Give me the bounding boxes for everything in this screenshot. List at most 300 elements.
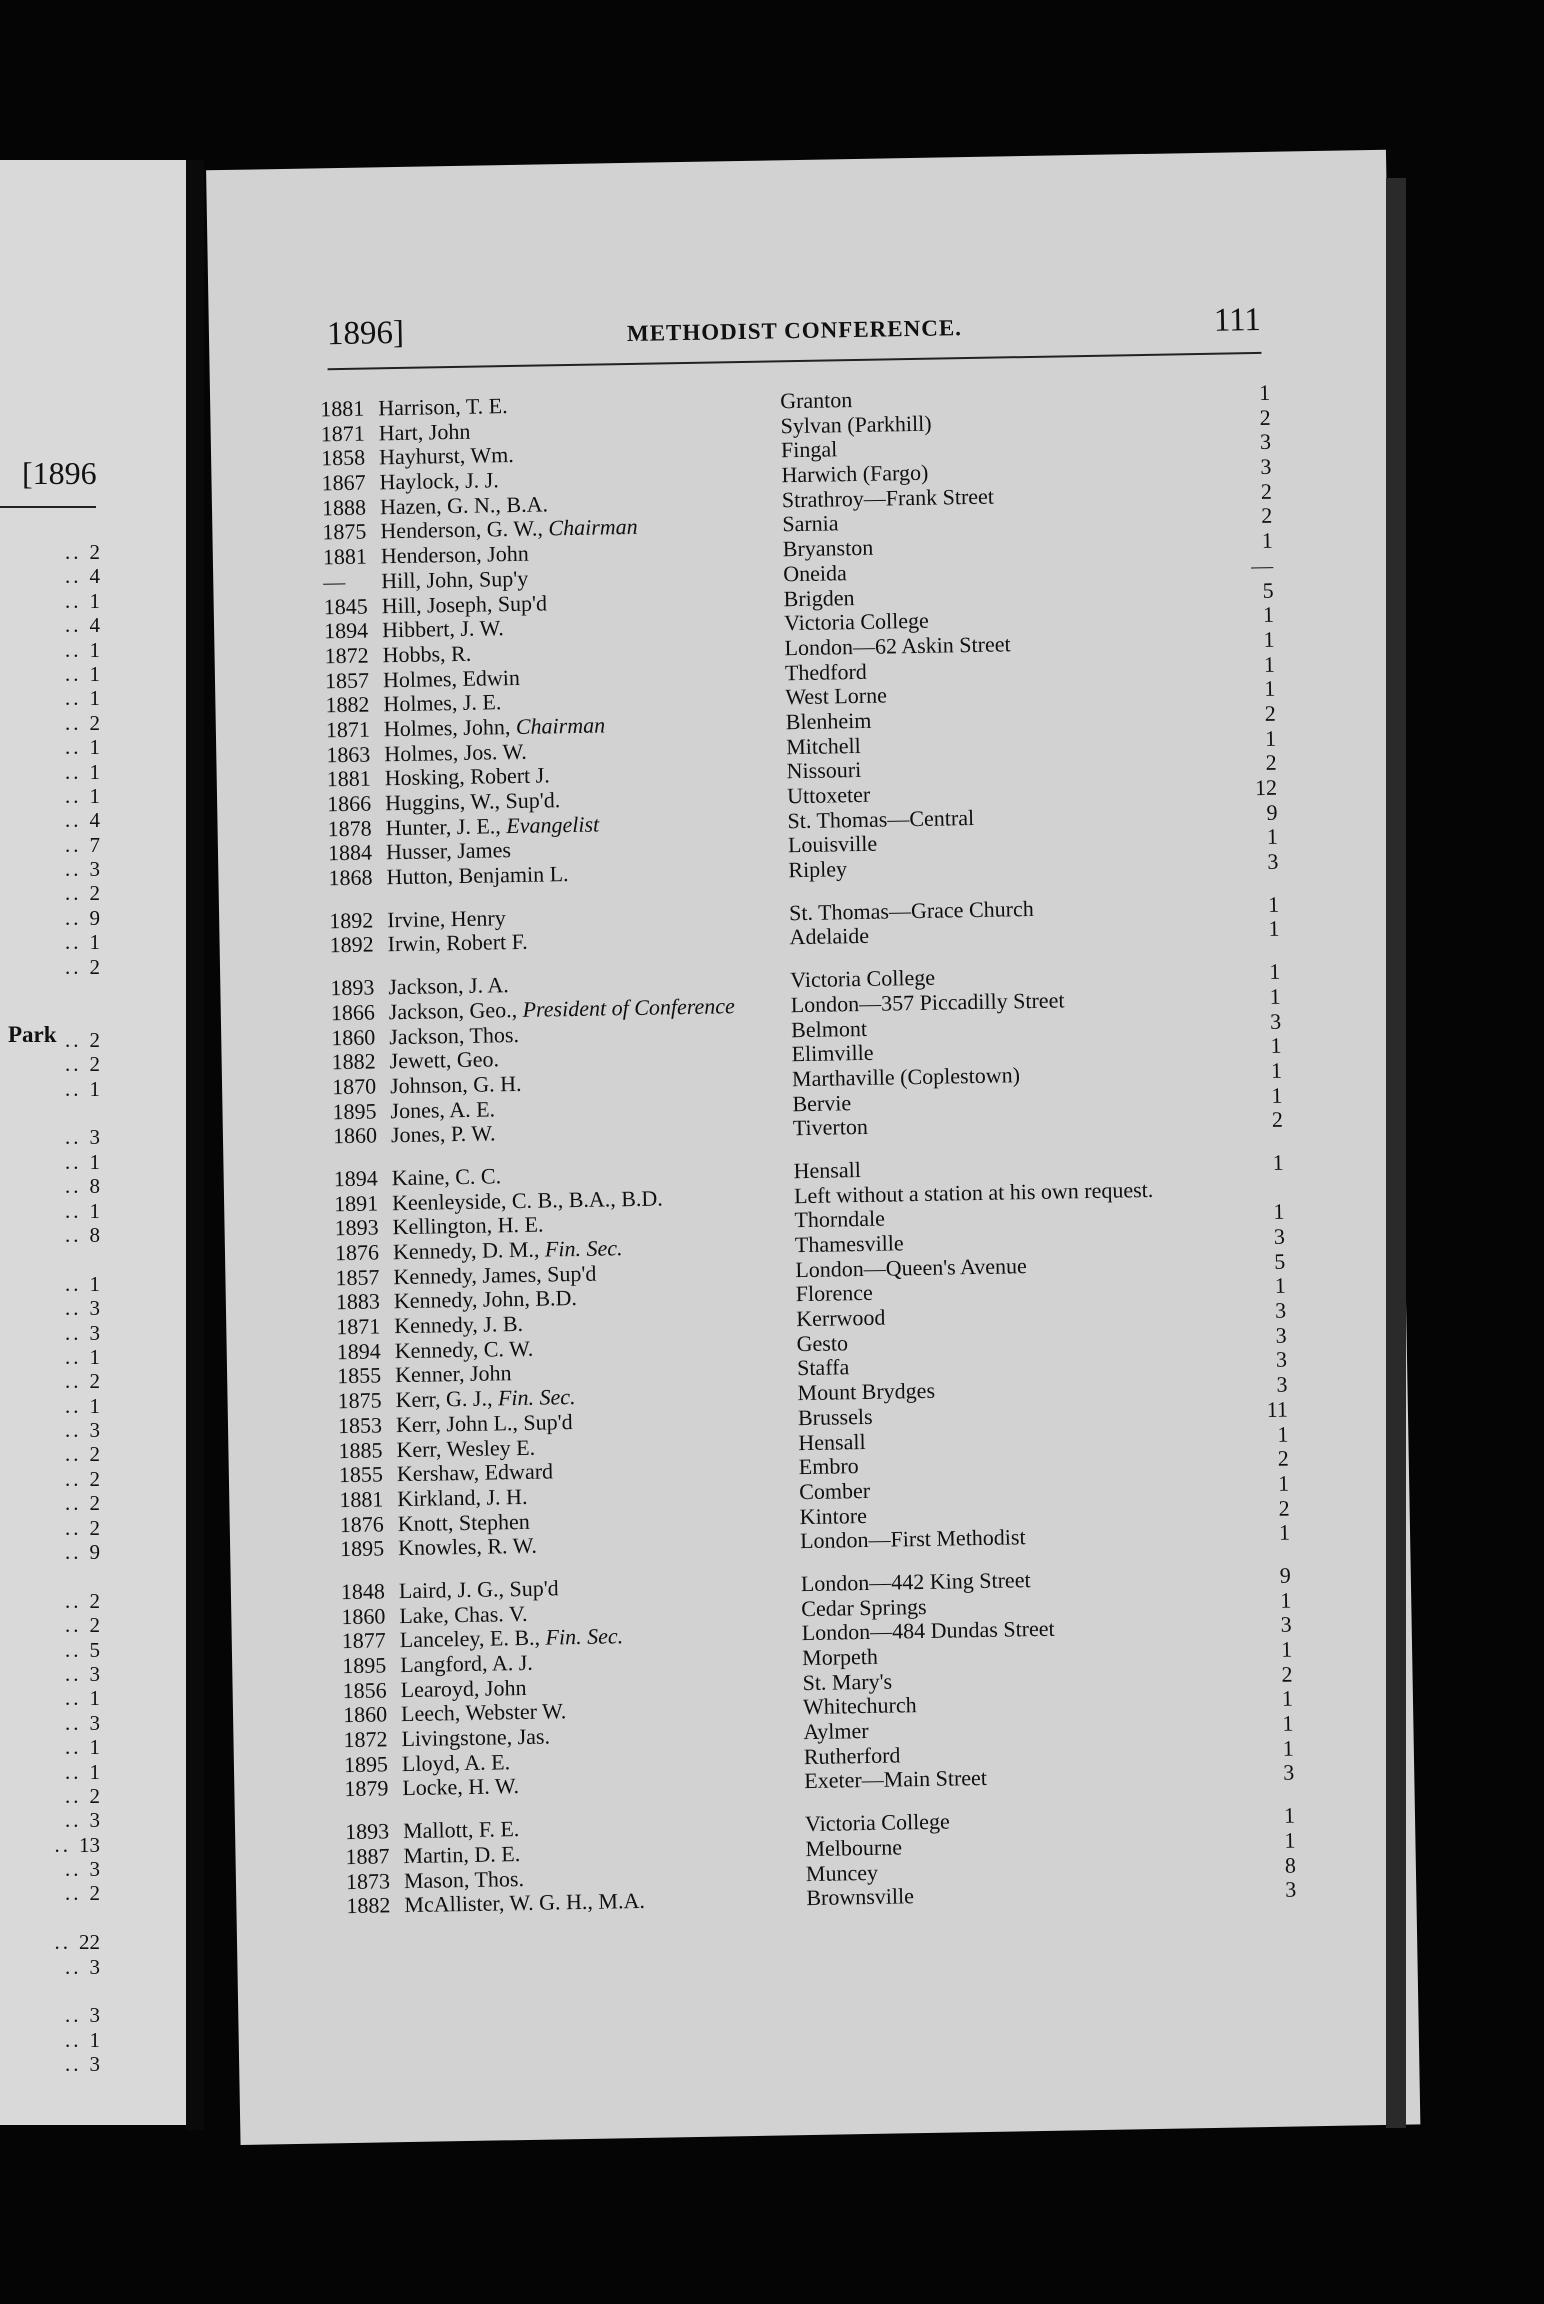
- minister-name: Holmes, Jos. W.: [384, 738, 527, 766]
- entry-years-count: 8: [1284, 1852, 1297, 1878]
- left-number-row: [20, 2003, 100, 2027]
- entry-years-count: 2: [1277, 1445, 1289, 1471]
- entry-year: 1855: [338, 1461, 384, 1488]
- entry-station: Uttoxeter: [786, 781, 871, 809]
- left-number-row: [20, 833, 100, 857]
- entry-year: 1867: [321, 469, 366, 496]
- left-number-row: [20, 760, 100, 784]
- left-number-row: [20, 1077, 100, 1101]
- entry-station: Elimville: [791, 1039, 874, 1067]
- leader-dots: ..: [65, 637, 82, 662]
- minister-name: Jones, P. W.: [390, 1120, 496, 1148]
- entry-year: 1875: [337, 1387, 382, 1414]
- left-number: 1: [89, 637, 100, 662]
- minister-name: Knowles, R. W.: [397, 1532, 538, 1561]
- left-page-label: Park: [8, 1022, 57, 1047]
- entry-years-count: 1: [1263, 626, 1275, 652]
- entry-years-count: 3: [1285, 1876, 1297, 1902]
- left-number: 4: [89, 564, 100, 589]
- left-number-row: [20, 1979, 100, 2003]
- entry-year: 1892: [329, 931, 374, 958]
- left-number-row: [20, 1125, 100, 1149]
- entry-station: Victoria College: [804, 1808, 950, 1837]
- left-number-row: [20, 1662, 100, 1686]
- entry-years-count: 1: [1267, 891, 1280, 917]
- minister-name: Livingstone, Jas.: [401, 1723, 551, 1752]
- left-number-row: [20, 1394, 100, 1418]
- left-number: 3: [89, 2003, 100, 2028]
- entry-year: 1871: [336, 1313, 381, 1340]
- left-number: 3: [89, 1808, 100, 1833]
- leader-dots: ..: [65, 2052, 82, 2077]
- entry-station: Muncey: [805, 1859, 879, 1886]
- entry-years-count: 2: [1264, 700, 1276, 726]
- entry-years-count: 11: [1266, 1396, 1289, 1422]
- left-number-row: [20, 1955, 100, 1979]
- entry-years-count: 2: [1281, 1661, 1293, 1687]
- minister-name: Jackson, J. A.: [388, 972, 509, 1000]
- entry-year: —: [323, 568, 346, 595]
- leader-dots: ..: [65, 930, 82, 955]
- entry-year: 1891: [333, 1190, 379, 1216]
- left-number-row: [20, 1052, 100, 1076]
- minister-name: Kaine, C. C.: [391, 1163, 502, 1191]
- left-number: 3: [89, 1710, 100, 1735]
- leader-dots: ..: [65, 735, 82, 760]
- entry-name: [399, 1601, 528, 1629]
- left-number-row: [20, 686, 100, 710]
- entry-year: 1855: [336, 1362, 382, 1389]
- entry-year: 1885: [338, 1436, 383, 1463]
- entry-years-count: 1: [1270, 1032, 1282, 1059]
- left-number-row: [20, 2028, 100, 2052]
- entry-years-count: 2: [1260, 478, 1273, 504]
- entry-station: London—First Methodist: [799, 1524, 1026, 1554]
- entry-name: [400, 1675, 526, 1703]
- entry-name: [382, 641, 471, 669]
- minister-name: Holmes, J. E.: [383, 689, 502, 717]
- left-number-row: [20, 1857, 100, 1881]
- entry-years-count: 1: [1263, 651, 1276, 677]
- entry-name: [382, 615, 504, 643]
- left-number: 1: [89, 1198, 100, 1223]
- left-number-row: [20, 1223, 100, 1247]
- entry-year: 1863: [326, 741, 371, 767]
- left-number-row: [20, 540, 100, 564]
- entry-years-count: —: [1250, 552, 1274, 578]
- minister-name: Jackson, Thos.: [389, 1021, 520, 1049]
- leader-dots: ..: [65, 1052, 82, 1077]
- entry-year: 1894: [333, 1165, 378, 1192]
- entry-years-count: 1: [1261, 527, 1273, 554]
- entry-years-count: 3: [1283, 1759, 1295, 1786]
- entry-years-count: 1: [1280, 1636, 1293, 1662]
- left-number: 5: [89, 1637, 100, 1662]
- entry-years-count: 1: [1279, 1587, 1292, 1613]
- left-number-row: [20, 1638, 100, 1662]
- entry-year: 1868: [328, 864, 373, 891]
- leader-dots: ..: [65, 1296, 82, 1321]
- left-number-row: [20, 1467, 100, 1491]
- left-header-rule: [0, 506, 96, 508]
- leader-dots: ..: [65, 1320, 82, 1345]
- minister-name: Holmes, Edwin: [382, 664, 521, 692]
- leader-dots: ..: [65, 1759, 82, 1784]
- entry-years-count: 9: [1279, 1562, 1291, 1588]
- entry-station: Sylvan (Parkhill): [780, 410, 932, 438]
- entry-name: [391, 1163, 501, 1191]
- left-number-row: [20, 1784, 100, 1808]
- entry-name: [404, 1866, 524, 1894]
- entry-station: Brigden: [783, 584, 855, 611]
- entry-year: 1893: [334, 1214, 379, 1241]
- left-number-row: [20, 1686, 100, 1710]
- left-number: 13: [79, 1832, 100, 1857]
- left-number: 2: [89, 540, 100, 564]
- entry-years-count: 2: [1271, 1106, 1284, 1133]
- minister-name: Kirkland, J. H.: [397, 1483, 528, 1512]
- entry-station: Left without a station at his own request.: [793, 1176, 1154, 1208]
- minister-name: Kerr, John L., Sup'd: [395, 1408, 573, 1437]
- left-number-row: [20, 1174, 100, 1198]
- minister-name: Langford, A. J.: [399, 1649, 533, 1678]
- minister-name: Huggins, W., Sup'd.: [384, 787, 561, 816]
- left-number-row: [20, 1516, 100, 1540]
- entry-station: Whitechurch: [802, 1692, 917, 1720]
- entry-name: [402, 1749, 511, 1777]
- leader-dots: ..: [65, 905, 82, 930]
- entry-year: 1876: [339, 1510, 384, 1537]
- left-number: 1: [89, 735, 100, 760]
- left-number-row: [20, 1272, 100, 1296]
- entry-station: Thedford: [784, 658, 868, 685]
- entry-years-count: 3: [1260, 453, 1272, 480]
- left-page-year: [1896: [22, 455, 97, 491]
- leader-dots: ..: [65, 1271, 82, 1296]
- left-number-row: [20, 613, 100, 637]
- entry-year: 1881: [322, 543, 368, 570]
- leader-dots: ..: [54, 1930, 71, 1955]
- entry-years-count: 5: [1262, 577, 1274, 603]
- left-page-fragment: [0, 160, 196, 2125]
- leader-dots: ..: [65, 1222, 82, 1247]
- entry-name: [378, 393, 508, 421]
- minister-name: Locke, H. W.: [402, 1773, 520, 1801]
- entry-year: 1879: [344, 1775, 389, 1802]
- entry-year: 1858: [320, 444, 366, 471]
- left-number: 2: [89, 1515, 100, 1540]
- left-number: 9: [89, 905, 100, 930]
- entry-years-count: 2: [1265, 750, 1277, 776]
- minister-name: Husser, James: [385, 837, 512, 865]
- minister-role: Fin. Sec.: [545, 1623, 624, 1650]
- minister-role: Fin. Sec.: [544, 1235, 623, 1262]
- entry-year: 1892: [328, 907, 374, 934]
- leader-dots: ..: [65, 2027, 82, 2052]
- left-number: 1: [89, 1149, 100, 1174]
- left-number: 1: [89, 661, 100, 686]
- entry-year: 1871: [325, 716, 371, 743]
- left-number-row: [20, 735, 100, 759]
- header-year: 1896]: [326, 314, 405, 353]
- entry-name: [386, 861, 569, 890]
- entry-station: Belmont: [790, 1015, 868, 1042]
- left-number: 2: [89, 1466, 100, 1491]
- entry-years-count: 1: [1269, 983, 1281, 1009]
- left-number-row: [20, 564, 100, 588]
- entry-station: London—442 King Street: [800, 1567, 1031, 1597]
- entry-year: 1882: [331, 1048, 376, 1075]
- entry-station: London—Queen's Avenue: [795, 1252, 1027, 1282]
- minister-name: Learoyd, John: [400, 1674, 527, 1702]
- left-number: 1: [89, 1271, 100, 1296]
- entry-station: Louisville: [787, 831, 878, 858]
- left-number: 3: [89, 1418, 100, 1443]
- entry-years-count: 3: [1274, 1297, 1287, 1323]
- entry-year: 1845: [323, 593, 368, 619]
- entry-name: [394, 1311, 523, 1339]
- left-number: 1: [89, 783, 100, 808]
- entry-year: 1866: [330, 999, 376, 1026]
- entry-station: St. Thomas—Grace Church: [788, 895, 1034, 925]
- left-number: 1: [89, 1344, 100, 1369]
- entry-year: 1857: [335, 1264, 380, 1290]
- entry-name: [398, 1533, 537, 1561]
- entry-station: Kerrwood: [796, 1304, 886, 1332]
- left-number-row: [20, 784, 100, 808]
- entry-years-count: 1: [1264, 725, 1277, 751]
- entry-years-count: 1: [1258, 379, 1271, 405]
- minister-name: Hutton, Benjamin L.: [386, 861, 569, 890]
- entry-year: 1881: [326, 765, 371, 792]
- entry-station: Strathroy—Frank Street: [781, 483, 995, 513]
- entry-year: 1857: [324, 667, 370, 693]
- entry-station: London—484 Dundas Street: [801, 1616, 1055, 1646]
- entry-name: [402, 1774, 519, 1802]
- entry-years-count: 1: [1282, 1710, 1294, 1736]
- left-number-row: [20, 1540, 100, 1564]
- left-number: 1: [89, 686, 100, 711]
- entry-years-count: 3: [1275, 1322, 1287, 1348]
- entry-years-count: 3: [1276, 1371, 1288, 1397]
- entry-year: 1895: [332, 1098, 377, 1124]
- entry-station: Melbourne: [805, 1834, 903, 1861]
- entry-year: 1893: [344, 1818, 390, 1845]
- left-number-row: [20, 1589, 100, 1613]
- left-number: 3: [89, 1125, 100, 1150]
- entry-station: Rutherford: [803, 1742, 901, 1769]
- left-number-row: [20, 1564, 100, 1588]
- minister-name: Mason, Thos.: [403, 1865, 525, 1893]
- left-number: 1: [89, 1393, 100, 1418]
- entry-name: [386, 837, 511, 865]
- entry-years-count: 1: [1264, 675, 1276, 702]
- entry-year: 1884: [327, 839, 373, 866]
- entry-station: Tiverton: [792, 1114, 869, 1141]
- leader-dots: ..: [65, 1149, 82, 1174]
- leader-dots: ..: [65, 1661, 82, 1686]
- entry-station: Brussels: [797, 1403, 873, 1430]
- left-number-row: [20, 1833, 100, 1857]
- entry-station: Fingal: [780, 436, 838, 463]
- left-number-row: [20, 1808, 100, 1832]
- entry-years-count: 1: [1266, 824, 1279, 850]
- entry-year: 1866: [326, 790, 372, 817]
- left-number: 7: [89, 832, 100, 857]
- left-number: 1: [89, 930, 100, 955]
- entry-station: Oneida: [782, 559, 847, 587]
- minister-name: Kennedy, John, B.D.: [393, 1285, 578, 1314]
- entry-year: 1871: [320, 420, 365, 447]
- leader-dots: ..: [65, 1735, 82, 1760]
- entry-years-count: 1: [1277, 1470, 1290, 1496]
- entry-station: Mitchell: [786, 732, 861, 759]
- entry-station: West Lorne: [785, 682, 888, 710]
- entry-year: 1860: [341, 1603, 386, 1629]
- entry-year: 1893: [330, 974, 375, 1001]
- minister-name: Lloyd, A. E.: [401, 1748, 511, 1776]
- entry-year: 1875: [322, 518, 367, 545]
- entry-years-count: 3: [1269, 1008, 1282, 1034]
- leader-dots: ..: [65, 1393, 82, 1418]
- leader-dots: ..: [65, 1466, 82, 1491]
- leader-dots: ..: [65, 1540, 82, 1565]
- leader-dots: ..: [65, 686, 82, 711]
- entry-station: Bervie: [792, 1089, 852, 1116]
- leader-dots: ..: [65, 1491, 82, 1516]
- minister-name: Mallott, F. E.: [402, 1816, 520, 1844]
- minister-name: Hobbs, R.: [382, 640, 472, 668]
- left-number: 8: [89, 1222, 100, 1247]
- entry-years-count: 5: [1274, 1248, 1286, 1274]
- entry-station: Marthaville (Coplestown): [791, 1062, 1021, 1092]
- left-number-row: [20, 1442, 100, 1466]
- leader-dots: ..: [65, 1198, 82, 1223]
- minister-name: Kennedy, J. B.: [394, 1311, 524, 1339]
- left-number: 3: [89, 2052, 100, 2077]
- minister-name: Knott, Stephen: [397, 1508, 530, 1536]
- entry-station: Hensall: [793, 1156, 862, 1184]
- entry-name: [403, 1816, 520, 1844]
- entry-year: 1894: [323, 617, 369, 644]
- entry-years-count: 1: [1273, 1198, 1285, 1225]
- left-number-row: [20, 711, 100, 735]
- entry-years-count: 3: [1275, 1347, 1288, 1373]
- left-number-row: [20, 1735, 100, 1759]
- entry-name: [378, 418, 470, 446]
- entry-years-count: 1: [1262, 601, 1275, 628]
- left-number: 1: [89, 1076, 100, 1101]
- minister-role: Chairman: [515, 712, 606, 739]
- entry-station: Nissouri: [786, 757, 862, 784]
- entry-years-count: 1: [1283, 1802, 1296, 1828]
- left-number-row: [20, 1418, 100, 1442]
- minister-name: Henderson, John: [380, 540, 529, 569]
- page-number: 111: [1213, 301, 1262, 339]
- minister-name: Hazen, G. N., B.A.: [379, 491, 549, 520]
- entry-years-count: 1: [1281, 1685, 1294, 1712]
- minister-name: Hibbert, J. W.: [381, 615, 504, 643]
- entry-name: [395, 1361, 512, 1389]
- leader-dots: ..: [65, 1954, 82, 1979]
- left-number: 2: [89, 1369, 100, 1394]
- entry-name: [390, 1096, 495, 1124]
- leader-dots: ..: [65, 832, 82, 857]
- entry-station: Ripley: [788, 856, 848, 883]
- left-number: 3: [89, 1857, 100, 1882]
- entry-years-count: 1: [1272, 1149, 1284, 1175]
- page-111: [206, 150, 1420, 2145]
- leader-dots: ..: [65, 1174, 82, 1199]
- left-number-row: [20, 1247, 100, 1271]
- entry-station: Kintore: [799, 1502, 868, 1529]
- entry-year: 1895: [339, 1535, 385, 1562]
- entry-station: Staffa: [796, 1354, 850, 1381]
- leader-dots: ..: [65, 1881, 82, 1906]
- left-number: 1: [89, 1686, 100, 1711]
- left-number-row: [20, 1150, 100, 1174]
- left-number: 3: [89, 1320, 100, 1345]
- entry-station: Blenheim: [785, 707, 872, 735]
- entry-years-count: 3: [1273, 1223, 1286, 1249]
- left-number: 4: [89, 808, 100, 833]
- entry-year: 1878: [327, 815, 372, 841]
- minister-name: Kerr, G. J.,: [395, 1385, 493, 1413]
- minister-name: Kershaw, Edward: [396, 1458, 554, 1487]
- left-number: 3: [89, 857, 100, 882]
- leader-dots: ..: [65, 881, 82, 906]
- left-number: 2: [89, 1027, 100, 1052]
- left-number: 8: [89, 1174, 100, 1199]
- leader-dots: ..: [65, 808, 82, 833]
- minister-name: Hill, Joseph, Sup'd: [381, 589, 548, 618]
- left-number: 4: [89, 613, 100, 638]
- minister-name: Leech, Webster W.: [400, 1698, 567, 1727]
- entry-station: London—357 Piccadilly Street: [790, 987, 1065, 1018]
- header-rule: [328, 352, 1262, 370]
- running-header: [327, 300, 1262, 356]
- leader-dots: ..: [65, 1588, 82, 1613]
- leader-dots: ..: [65, 1027, 82, 1052]
- left-number-row: [20, 1760, 100, 1784]
- minister-name: Kellington, H. E.: [392, 1211, 544, 1240]
- left-number-column: [20, 540, 100, 2077]
- minister-role: President of Conference: [522, 993, 735, 1022]
- minister-name: Jones, A. E.: [390, 1095, 496, 1123]
- minister-name: Jackson, Geo.,: [388, 996, 518, 1025]
- minister-name: Kennedy, James, Sup'd: [393, 1260, 597, 1289]
- minister-name: Hosking, Robert J.: [384, 762, 550, 791]
- leader-dots: ..: [65, 1076, 82, 1101]
- leader-dots: ..: [65, 588, 82, 613]
- entry-station: Morpeth: [801, 1643, 879, 1671]
- entry-station: Thorndale: [794, 1205, 886, 1233]
- leader-dots: ..: [65, 1613, 82, 1638]
- entry-name: [403, 1841, 520, 1869]
- left-number: 2: [89, 710, 100, 735]
- entry-station: Gesto: [796, 1330, 849, 1356]
- minister-name: Holmes, John,: [383, 714, 511, 742]
- entry-station: Thamesville: [794, 1230, 904, 1258]
- left-number-row: [20, 881, 100, 905]
- leader-dots: ..: [54, 1832, 71, 1857]
- left-number-row: [20, 589, 100, 613]
- left-number: 2: [89, 1491, 100, 1516]
- entry-name: [387, 929, 527, 957]
- leader-dots: ..: [65, 540, 82, 564]
- entry-year: 1856: [342, 1677, 387, 1703]
- entry-year: 1853: [337, 1412, 383, 1438]
